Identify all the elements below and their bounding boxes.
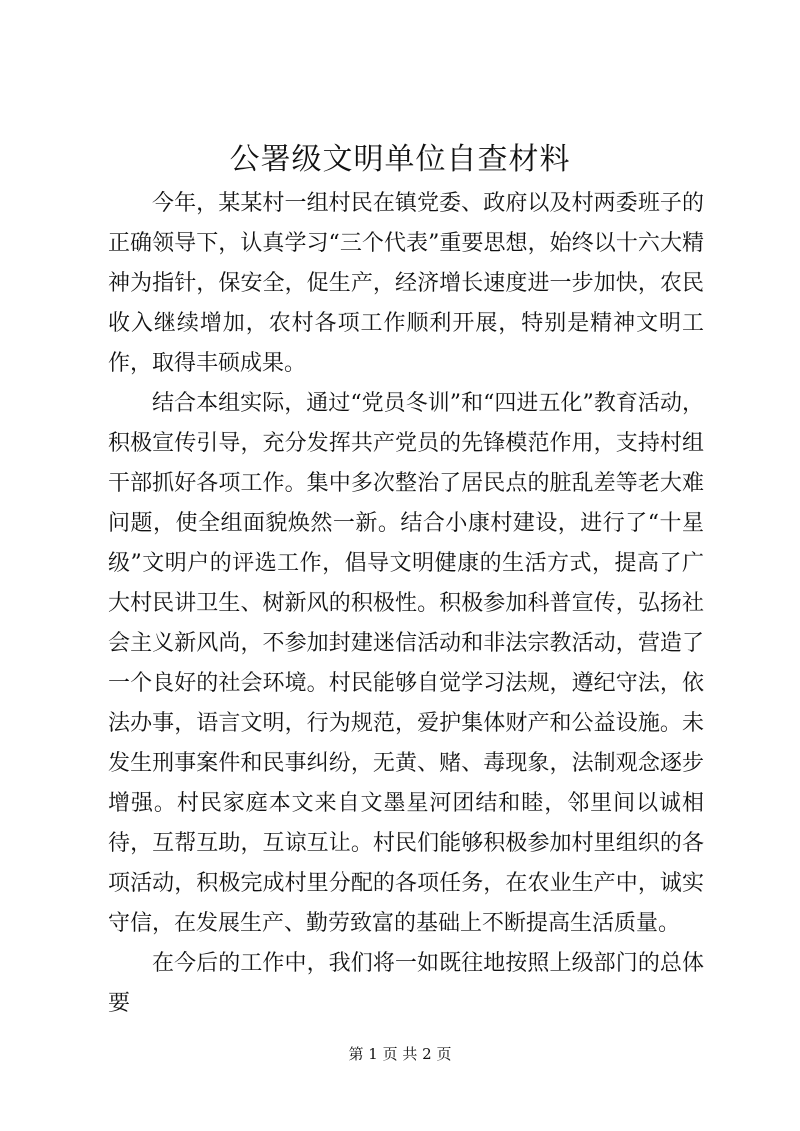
paragraph-1: 今年，某某村一组村民在镇党委、政府以及村两委班子的正确领导下，认真学习“三个代表”重要思想，始终以十六大精神为指针，保安全，促生产，经济增长速度进一步加快，农民收入继续增加，农村各项工作顺利开展，特别是精神文明工作，取得丰硕成果。 (108, 191, 704, 376)
document-body (108, 184, 704, 1024)
paragraph-2: 结合本组实际，通过“党员冬训”和“四进五化”教育活动，积极宣传引导，充分发挥共产党员的先锋模范作用，支持村组干部抓好各项工作。集中多次整治了居民点的脏乱差等老大难问题，使全组面貌焕然一新。结合小康村建设，进行了“十星级”文明户的评选工作，倡导文明健康的生活方式，提高了广大村民讲卫生、树新风的积极性。积极参加科普宣传，弘扬社会主义新风尚，不参加封建迷信活动和非法宗教活动，营造了一个良好的社会环境。村民能够自觉学习法规，遵纪守法，依法办事，语言文明，行为规范，爱护集体财产和公益设施。未发生刑事案件和民事纠纷，无黄、赌、毒现象，法制观念逐步增强。村民家庭本文来自文墨星河团结和睦，邻里间以诚相待，互帮互助，互谅互让。村民们能够积极参加村里组织的各项活动，积极完成村里分配的各项任务，在农业生产中，诚实守信，在发展生产、勤劳致富的基础上不断提高生活质量。 (108, 391, 704, 936)
page-number-footer: 第 1 页 共 2 页 (348, 1045, 452, 1063)
document-title: 公署级文明单位自查材料 (229, 142, 571, 177)
paragraph-3: 在今后的工作中，我们将一如既往地按照上级部门的总体要 (108, 951, 704, 1016)
